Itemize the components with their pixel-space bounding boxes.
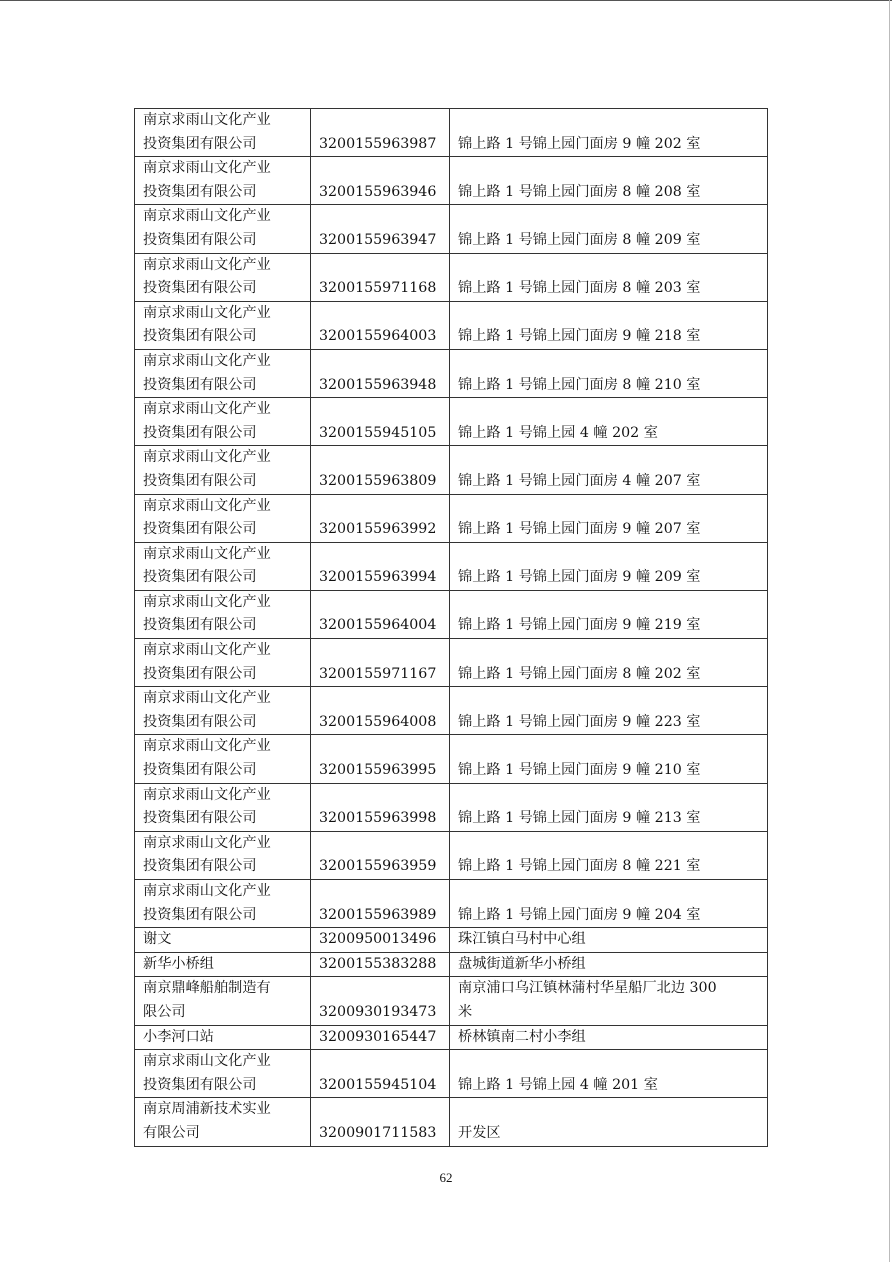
company-name-line: 投资集团有限公司 [143,135,257,152]
table-row [135,205,768,253]
table-row [135,494,768,542]
company-name-cell [135,590,311,638]
address-cell [450,590,768,638]
table-row [135,590,768,638]
address-cell [450,831,768,879]
code-value: 3200155963989 [319,906,437,923]
table-row [135,687,768,735]
company-name-cell [135,446,311,494]
code-value: 3200930193473 [319,1003,437,1020]
table-row [135,831,768,879]
company-name-line: 南京周浦新技术实业 [143,1101,271,1118]
address-cell [450,157,768,205]
company-name-cell [135,952,311,977]
address-cell [450,253,768,301]
code-cell [311,542,450,590]
address-line: 锦上路 1 号锦上园门面房 8 幢 208 室 [458,183,701,200]
company-name-line: 南京求雨山文化产业 [143,545,271,562]
code-cell [311,880,450,928]
company-name-line: 投资集团有限公司 [143,424,257,441]
company-name-cell [135,687,311,735]
table-row [135,977,768,1025]
company-name-line: 投资集团有限公司 [143,906,257,923]
address-line: 锦上路 1 号锦上园 4 幢 202 室 [458,424,658,441]
code-cell [311,1098,450,1146]
company-name-line: 投资集团有限公司 [143,713,257,730]
company-name-cell [135,109,311,157]
address-cell [450,446,768,494]
page-right-border [889,0,890,1262]
code-cell [311,977,450,1025]
code-value: 3200155963992 [319,521,437,538]
address-line: 锦上路 1 号锦上园门面房 8 幢 221 室 [458,858,701,875]
address-line: 锦上路 1 号锦上园门面房 9 幢 219 室 [458,617,701,634]
address-cell [450,687,768,735]
company-name-line: 投资集团有限公司 [143,858,257,875]
table-row [135,253,768,301]
code-value: 3200155963809 [319,472,437,489]
address-cell [450,542,768,590]
company-name-line: 南京求雨山文化产业 [143,497,271,514]
address-line: 锦上路 1 号锦上园门面房 8 幢 202 室 [458,665,701,682]
address-line: 锦上路 1 号锦上园门面房 9 幢 213 室 [458,810,701,827]
address-line: 锦上路 1 号锦上园门面房 8 幢 203 室 [458,280,701,297]
table-row [135,783,768,831]
code-value: 3200930165447 [319,1028,437,1045]
company-name-line: 南京求雨山文化产业 [143,786,271,803]
address-line: 桥林镇南二村小李组 [458,1028,586,1045]
code-cell [311,446,450,494]
address-cell [450,639,768,687]
table-row [135,952,768,977]
company-name-line: 南京求雨山文化产业 [143,593,271,610]
company-name-line: 南京求雨山文化产业 [143,304,271,321]
table-row [135,735,768,783]
address-line: 锦上路 1 号锦上园门面房 4 幢 207 室 [458,472,701,489]
company-name-line: 南京求雨山文化产业 [143,1053,271,1070]
code-value: 3200155945104 [319,1076,437,1093]
code-cell [311,1025,450,1050]
code-cell [311,494,450,542]
table-row [135,157,768,205]
code-value: 3200155963947 [319,231,437,248]
company-name-line: 南京求雨山文化产业 [143,112,271,128]
address-line: 锦上路 1 号锦上园门面房 8 幢 209 室 [458,231,701,248]
code-value: 3200155971168 [319,280,437,297]
address-line: 锦上路 1 号锦上园门面房 9 幢 204 室 [458,906,701,923]
company-name-line: 限公司 [143,1003,186,1020]
code-cell [311,639,450,687]
company-name-cell [135,928,311,953]
table-row [135,928,768,953]
address-line: 锦上路 1 号锦上园门面房 9 幢 207 室 [458,521,701,538]
address-line: 南京浦口乌江镇林蒲村华星船厂北边 300 [458,980,717,997]
company-name-cell [135,205,311,253]
company-name-line: 南京求雨山文化产业 [143,160,271,177]
code-value: 3200950013496 [319,931,437,948]
company-name-line: 投资集团有限公司 [143,1076,257,1093]
address-cell [450,109,768,157]
address-cell [450,1098,768,1146]
page-top-border [0,0,892,1]
address-cell [450,1050,768,1098]
company-name-cell [135,1098,311,1146]
company-name-line: 南京求雨山文化产业 [143,449,271,466]
address-cell [450,349,768,397]
address-line: 锦上路 1 号锦上园门面房 9 幢 202 室 [458,135,701,152]
address-cell [450,1025,768,1050]
code-cell [311,109,450,157]
code-cell [311,301,450,349]
company-name-line: 投资集团有限公司 [143,328,257,345]
company-name-line: 投资集团有限公司 [143,810,257,827]
code-value: 3200155383288 [319,955,437,972]
company-name-line: 投资集团有限公司 [143,665,257,682]
address-cell [450,928,768,953]
code-value: 3200155964003 [319,328,437,345]
company-name-cell [135,1025,311,1050]
address-line: 锦上路 1 号锦上园门面房 9 幢 218 室 [458,328,701,345]
code-value: 3200155963994 [319,569,437,586]
company-name-line: 南京求雨山文化产业 [143,401,271,418]
code-cell [311,952,450,977]
company-name-line: 投资集团有限公司 [143,762,257,779]
table-row [135,398,768,446]
company-name-line: 南京求雨山文化产业 [143,738,271,755]
table-row [135,446,768,494]
company-name-cell [135,157,311,205]
code-value: 3200155963948 [319,376,437,393]
table-row [135,109,768,157]
code-value: 3200155963995 [319,762,437,779]
table-row [135,1098,768,1146]
code-value: 3200155963959 [319,858,437,875]
company-name-cell [135,831,311,879]
company-name-line: 南京鼎峰船舶制造有 [143,980,271,997]
code-cell [311,349,450,397]
address-line: 锦上路 1 号锦上园门面房 9 幢 209 室 [458,569,701,586]
address-line: 锦上路 1 号锦上园门面房 9 幢 223 室 [458,713,701,730]
code-cell [311,687,450,735]
company-name-line: 投资集团有限公司 [143,521,257,538]
code-value: 3200155963987 [319,135,437,152]
company-name-line: 投资集团有限公司 [143,617,257,634]
address-line: 锦上路 1 号锦上园 4 幢 201 室 [458,1076,658,1093]
code-cell [311,253,450,301]
code-value: 3200155963946 [319,183,437,200]
company-name-cell [135,977,311,1025]
address-cell [450,398,768,446]
company-name-cell [135,301,311,349]
table-row [135,301,768,349]
code-cell [311,398,450,446]
company-name-line: 投资集团有限公司 [143,183,257,200]
company-name-line: 投资集团有限公司 [143,376,257,393]
code-cell [311,928,450,953]
table-row [135,542,768,590]
company-name-cell [135,253,311,301]
company-name-line: 南京求雨山文化产业 [143,834,271,851]
company-name-line: 投资集团有限公司 [143,472,257,489]
address-line: 米 [458,1003,473,1020]
code-value: 3200155964004 [319,617,437,634]
address-line: 盘城街道新华小桥组 [458,955,586,972]
code-cell [311,831,450,879]
company-name-line: 投资集团有限公司 [143,569,257,586]
code-value: 3200901711583 [319,1124,437,1141]
company-name-line: 投资集团有限公司 [143,280,257,297]
company-name-line: 小李河口站 [143,1028,214,1045]
company-name-cell [135,349,311,397]
records-table-body [135,109,768,1147]
company-name-line: 新华小桥组 [143,955,214,972]
address-line: 珠江镇白马村中心组 [458,931,586,948]
records-table [134,108,768,1147]
address-line: 锦上路 1 号锦上园门面房 9 幢 210 室 [458,762,701,779]
company-name-cell [135,494,311,542]
company-name-cell [135,1050,311,1098]
page-number: 62 [439,1170,453,1185]
address-cell [450,205,768,253]
address-cell [450,977,768,1025]
company-name-cell [135,398,311,446]
address-cell [450,783,768,831]
address-cell [450,880,768,928]
company-name-cell [135,880,311,928]
code-cell [311,205,450,253]
address-line: 锦上路 1 号锦上园门面房 8 幢 210 室 [458,376,701,393]
address-cell [450,735,768,783]
company-name-line: 南京求雨山文化产业 [143,208,271,225]
code-cell [311,157,450,205]
company-name-line: 南京求雨山文化产业 [143,690,271,707]
code-cell [311,590,450,638]
company-name-line: 谢文 [143,931,172,948]
code-value: 3200155971167 [319,665,437,682]
address-line: 开发区 [458,1124,501,1141]
table-row [135,880,768,928]
table-row [135,349,768,397]
company-name-line: 有限公司 [143,1124,200,1141]
company-name-line: 南京求雨山文化产业 [143,883,271,899]
code-value: 3200155963998 [319,810,437,827]
code-cell [311,1050,450,1098]
address-cell [450,301,768,349]
company-name-line: 南京求雨山文化产业 [143,352,271,369]
code-cell [311,735,450,783]
table-row [135,639,768,687]
company-name-cell [135,639,311,687]
company-name-line: 南京求雨山文化产业 [143,642,271,659]
address-cell [450,952,768,977]
company-name-cell [135,542,311,590]
company-name-cell [135,735,311,783]
code-value: 3200155964008 [319,713,437,730]
table-row [135,1025,768,1050]
code-cell [311,783,450,831]
address-cell [450,494,768,542]
company-name-line: 南京求雨山文化产业 [143,256,271,273]
table-row [135,1050,768,1098]
company-name-cell [135,783,311,831]
company-name-line: 投资集团有限公司 [143,231,257,248]
code-value: 3200155945105 [319,424,437,441]
